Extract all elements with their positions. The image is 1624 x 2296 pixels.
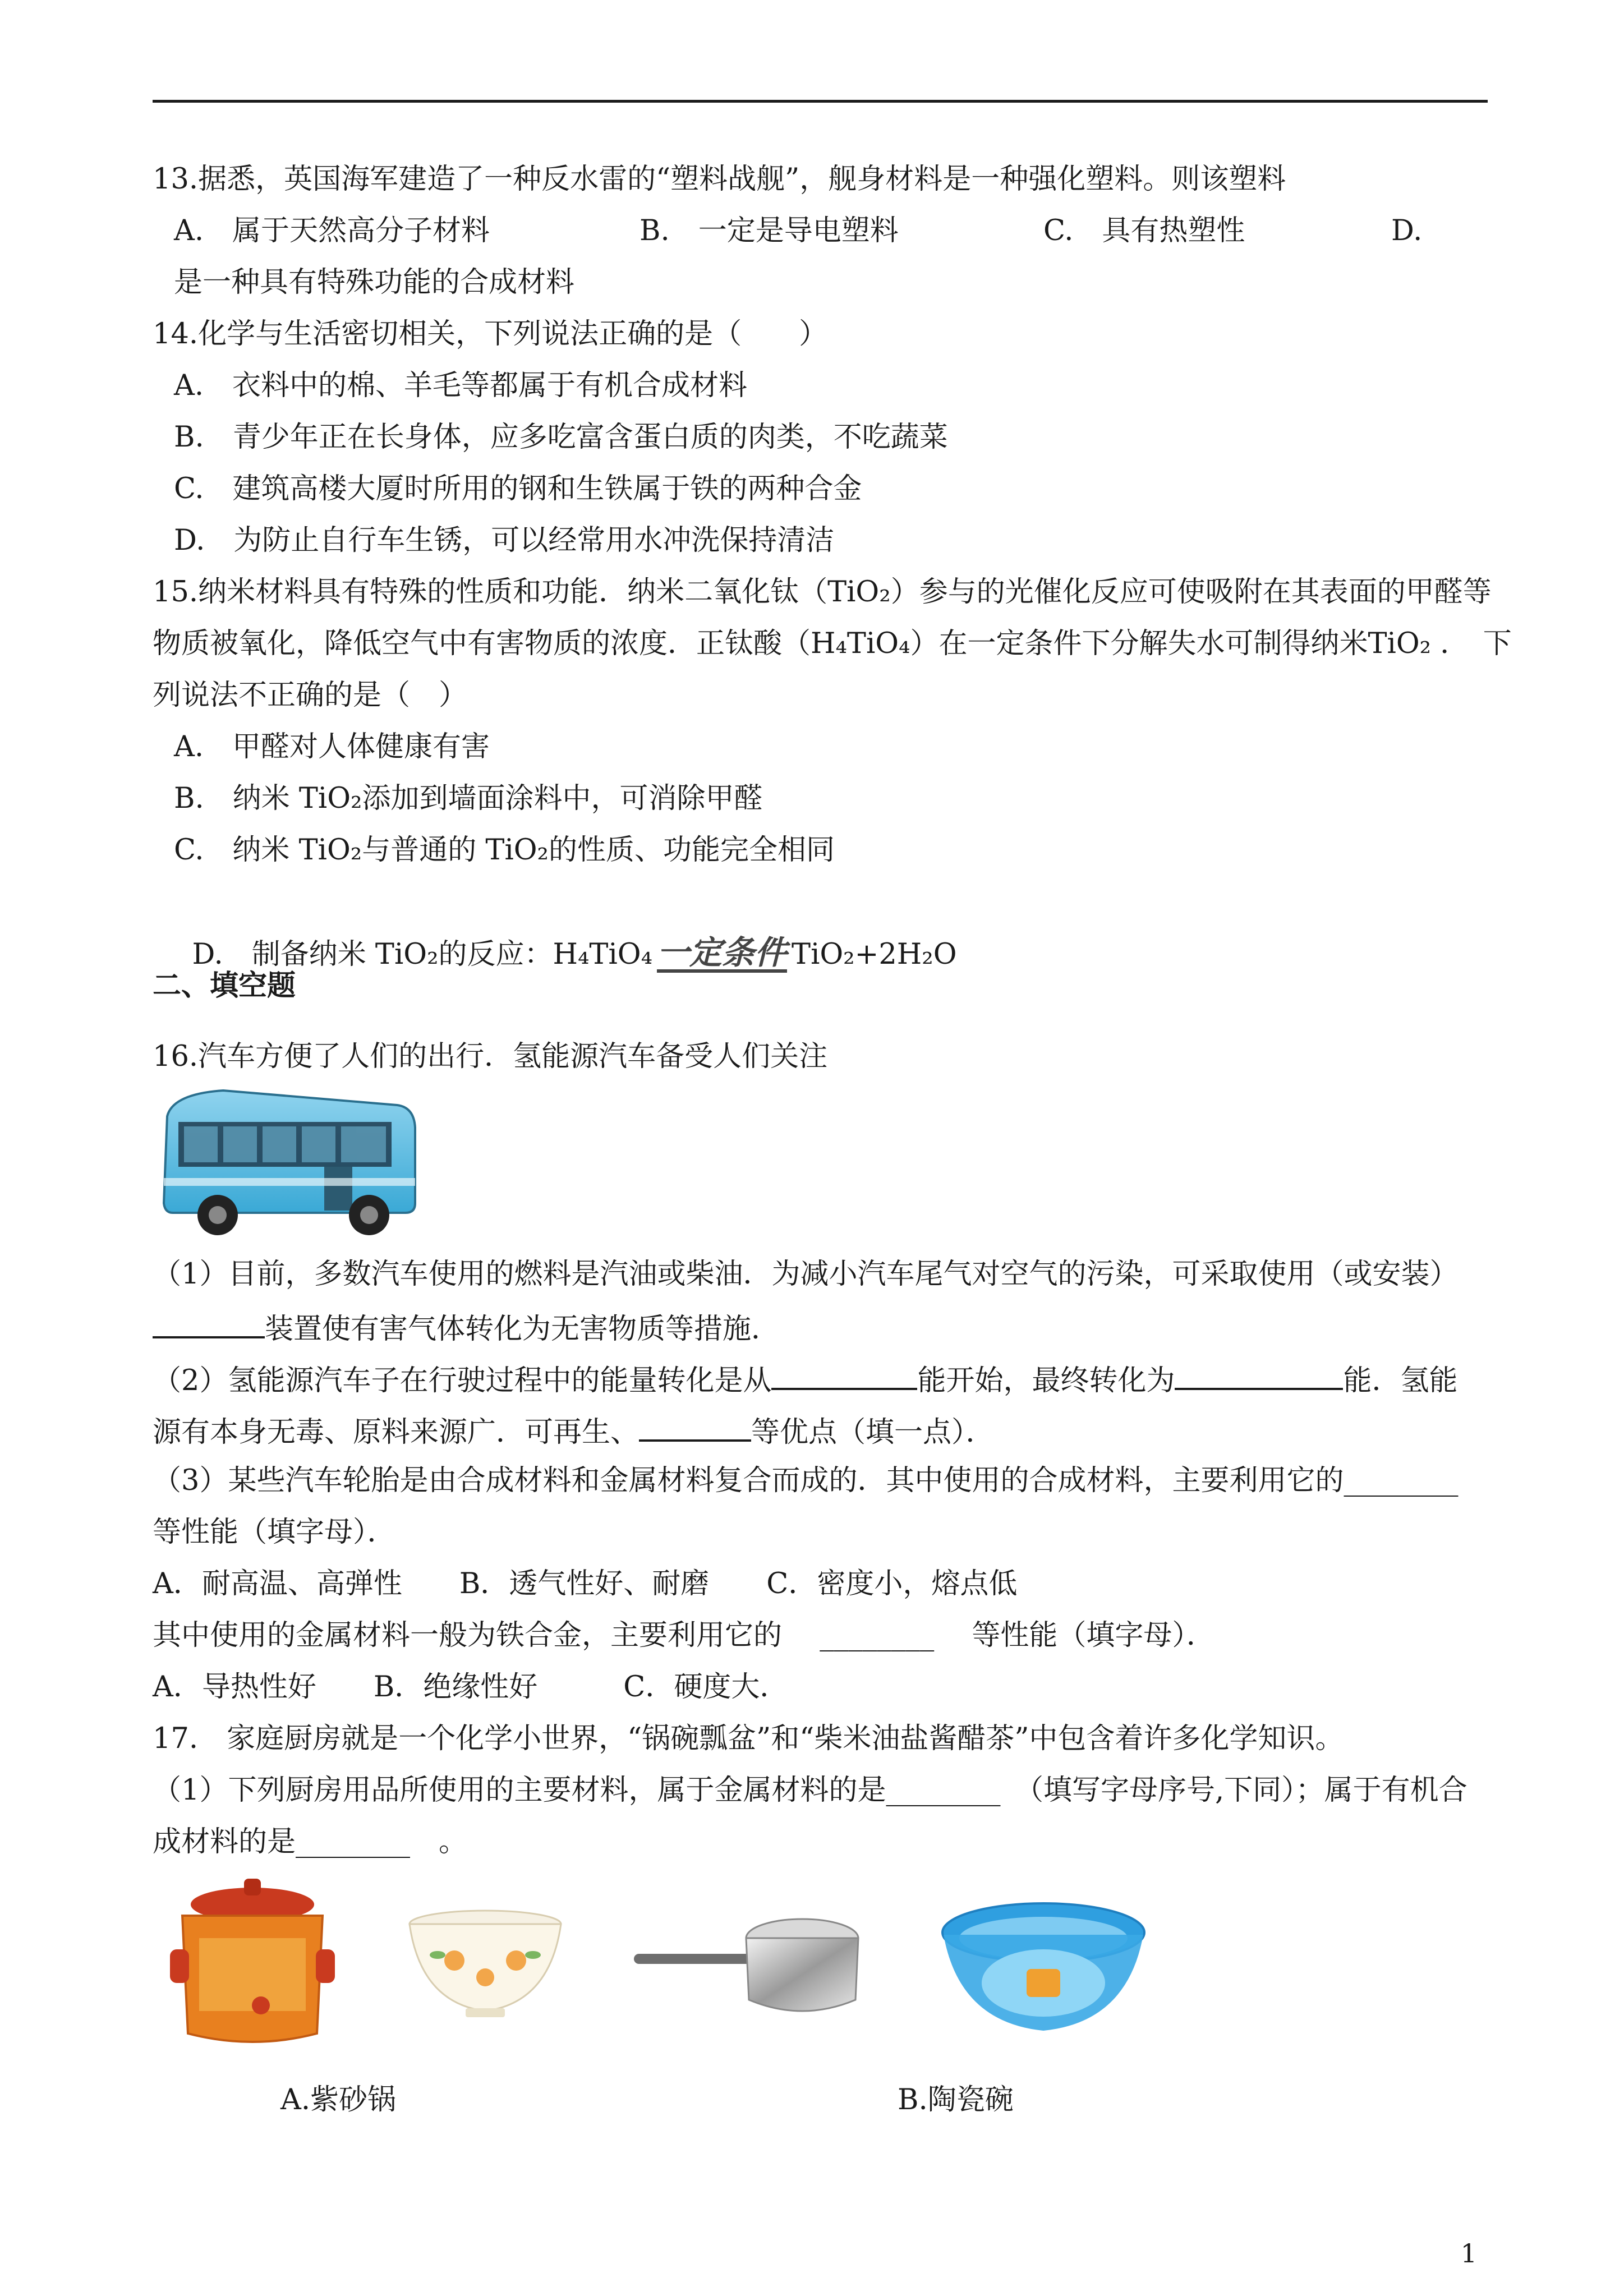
q16-part2-text-c: 能．氢能: [1343, 1364, 1458, 1397]
q15-option-d: [174, 900, 957, 973]
section-heading-fill-in: 二、填空题: [153, 969, 296, 1002]
bus-image: [156, 1083, 420, 1245]
q13-option-b: B. 一定是导电塑料: [640, 214, 899, 247]
q15-line1: 15.纳米材料具有特殊的性质和功能．纳米二氧化钛（TiO₂）参与的光催化反应可使吸附在其表面的甲醛等: [153, 576, 1492, 609]
q14-option-a: A. 衣料中的棉、羊毛等都属于有机合成材料: [174, 369, 748, 402]
caption-b: B.陶瓷碗: [898, 2083, 1014, 2116]
q16-part3-options2: A．导热性好 B．绝缘性好 C．硬度大．: [153, 1671, 789, 1704]
q16-stem: 16.汽车方便了人们的出行．氢能源汽车备受人们关注: [153, 1040, 828, 1073]
q16-part1-line1: （1）目前，多数汽车使用的燃料是汽油或柴油．为减小汽车尾气对空气的污染，可采取使用（或安装）: [153, 1258, 1459, 1291]
q17-stem: 17. 家庭厨房就是一个化学小世界，“锅碗瓢盆”和“柴米油盐酱醋茶”中包含着许多化学知识。: [153, 1722, 1344, 1755]
clay-pot-image: [160, 1871, 345, 2056]
q16-part2-text-b: 能开始，最终转化为: [917, 1364, 1175, 1397]
q15-line2: 物质被氧化，降低空气中有害物质的浓度．正钛酸（H₄TiO₄）在一定条件下分解失水可制得纳米TiO₂ ． 下: [153, 627, 1512, 660]
answer-blank[interactable]: [639, 1411, 751, 1442]
q17-part1-line1: （1）下列厨房用品所使用的主要材料，属于金属材料的是________ （填写字母序号,下同）；属于有机合: [153, 1774, 1467, 1807]
q16-part1-line2: [153, 1308, 780, 1347]
caption-a: A.紫砂锅: [280, 2083, 397, 2116]
reaction-condition-label: 一定条件: [657, 933, 788, 972]
q16-part2-text-e: 等优点（填一点）．: [751, 1416, 995, 1449]
q16-part2-text-a: （2）氢能源汽车子在行驶过程中的能量转化是从: [153, 1364, 772, 1397]
q13-option-d-text: 是一种具有特殊功能的合成材料: [174, 266, 575, 299]
steel-ladle-image: [628, 1910, 864, 2022]
answer-blank[interactable]: [771, 1360, 917, 1390]
q15-option-c: C. 纳米 TiO₂与普通的 TiO₂的性质、功能完全相同: [174, 834, 835, 867]
page-number: 1: [1460, 2238, 1477, 2269]
q13-stem: 13.据悉，英国海军建造了一种反水雷的“塑料战舰”，舰身材料是一种强化塑料。则该塑料: [153, 163, 1286, 196]
q13-option-a: A. 属于天然高分子材料: [174, 214, 490, 247]
q16-part3-line1: （3）某些汽车轮胎是由合成材料和金属材料复合而成的．其中使用的合成材料，主要利用它的________: [153, 1464, 1459, 1497]
q14-option-c: C. 建筑高楼大厦时所用的钢和生铁属于铁的两种合金: [174, 472, 862, 505]
q13-option-c: C. 具有热塑性: [1043, 214, 1245, 247]
q16-part3-options1: A．耐高温、高弹性 B．透气性好、耐磨 C．密度小，熔点低: [153, 1567, 1018, 1600]
q15-option-d-prefix: D. 制备纳米 TiO₂的反应：H₄TiO₄: [192, 938, 653, 971]
q14-option-b: B. 青少年正在长身体，应多吃富含蛋白质的肉类，不吃蔬菜: [174, 421, 948, 454]
ceramic-bowl-image: [404, 1907, 567, 2025]
q15-line3: 列说法不正确的是（ ）: [153, 679, 468, 712]
header-rule: [153, 100, 1488, 103]
q13-option-d-label: D.: [1391, 214, 1423, 247]
q15-option-b: B. 纳米 TiO₂添加到墙面涂料中，可消除甲醛: [174, 782, 763, 815]
q17-part1-line2: 成材料的是________ 。: [153, 1825, 468, 1858]
q16-part2-line1: [153, 1360, 1457, 1399]
q15-option-d-products: TiO₂+2H₂O: [792, 938, 957, 971]
plastic-basin-image: [937, 1899, 1150, 2045]
q14-stem: 14.化学与生活密切相关，下列说法正确的是（ ）: [153, 318, 828, 351]
q16-part1-text: 装置使有害气体转化为无害物质等措施．: [265, 1313, 780, 1346]
q16-part2-line2: [153, 1411, 995, 1451]
q14-option-d: D. 为防止自行车生锈，可以经常用水冲洗保持清洁: [174, 524, 835, 557]
q16-part3-line2: 等性能（填字母）．: [153, 1516, 396, 1549]
q16-part3-line3: 其中使用的金属材料一般为铁合金，主要利用它的 ________ 等性能（填字母）．: [153, 1619, 1215, 1652]
q16-part2-text-d: 源有本身无毒、原料来源广．可再生、: [153, 1416, 640, 1449]
answer-blank[interactable]: [153, 1308, 265, 1338]
q15-option-a: A. 甲醛对人体健康有害: [174, 730, 490, 763]
answer-blank[interactable]: [1175, 1360, 1343, 1390]
